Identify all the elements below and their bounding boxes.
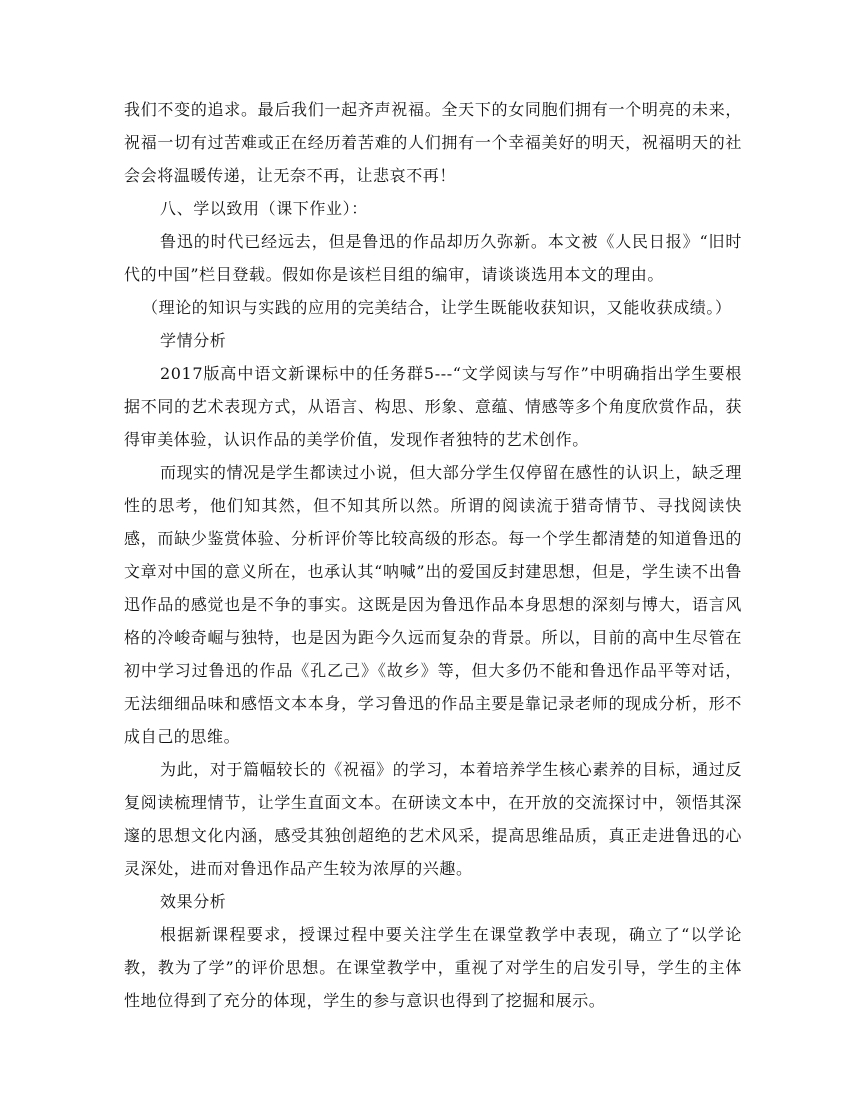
section-heading-apply-learning: 八、学以致用（课下作业）：	[160, 199, 368, 218]
approach-paragraph: 为此，对于篇幅较长的《祝福》的学习，本着培养学生核心素养的目标，通过反复阅读梳理情节，让学生直面文本。在研读文本中，在开放的交流探讨中，领悟其深邃的思想文化内涵，感受其独创超绝的艺术风采，提高思维品质，真正走进鲁迅的心灵深处，进而对鲁迅作品产生较为浓厚的兴趣。	[124, 760, 742, 878]
effect-paragraph: 根据新课程要求，授课过程中要关注学生在课堂教学中表现，确立了“以学论教，教为了学”的评价思想。在课堂教学中，重视了对学生的启发引导，学生的主体性地位得到了充分的体现，学生的参与意识也得到了挖掘和展示。	[124, 925, 742, 1010]
homework-note: （理论的知识与实践的应用的完美结合，让学生既能收获知识，又能收获成绩。）	[142, 298, 732, 317]
section-heading-effect-analysis: 效果分析	[160, 892, 227, 911]
document-body	[124, 93, 742, 1017]
paragraph-continuation: 我们不变的追求。最后我们一起齐声祝福。全天下的女同胞们拥有一个明亮的未来，祝福一切有过苦难或正在经历着苦难的人们拥有一个幸福美好的明天，祝福明天的社会会将温暖传递，让无奈不再，让悲哀不再！	[124, 100, 742, 185]
curriculum-paragraph: 2017版高中语文新课标中的任务群5---“文学阅读与写作”中明确指出学生要根据不同的艺术表现方式，从语言、构思、形象、意蕴、情感等多个角度欣赏作品，获得审美体验，认识作品的美学价值，发现作者独特的艺术创作。	[124, 364, 742, 449]
homework-paragraph: 鲁迅的时代已经远去，但是鲁迅的作品却历久弥新。本文被《人民日报》“旧时代的中国”栏目登载。假如你是该栏目组的编审，请谈谈选用本文的理由。	[124, 232, 742, 284]
reality-paragraph: 而现实的情况是学生都读过小说，但大部分学生仅停留在感性的认识上，缺乏理性的思考，他们知其然，但不知其所以然。所谓的阅读流于猎奇情节、寻找阅读快感，而缺少鉴赏体验、分析评价等比较高级的形态。每一个学生都清楚的知道鲁迅的文章对中国的意义所在，也承认其“呐喊”出的爱国反封建思想，但是，学生读不出鲁迅作品的感觉也是不争的事实。这既是因为鲁迅作品本身思想的深刻与博大，语言风格的冷峻奇崛与独特，也是因为距今久远而复杂的背景。所以，目前的高中生尽管在初中学习过鲁迅的作品《孔乙己》《故乡》等，但大多仍不能和鲁迅作品平等对话，无法细细品味和感悟文本本身，学习鲁迅的作品主要是靠记录老师的现成分析，形不成自己的思维。	[124, 463, 742, 746]
section-heading-student-analysis: 学情分析	[160, 331, 227, 350]
